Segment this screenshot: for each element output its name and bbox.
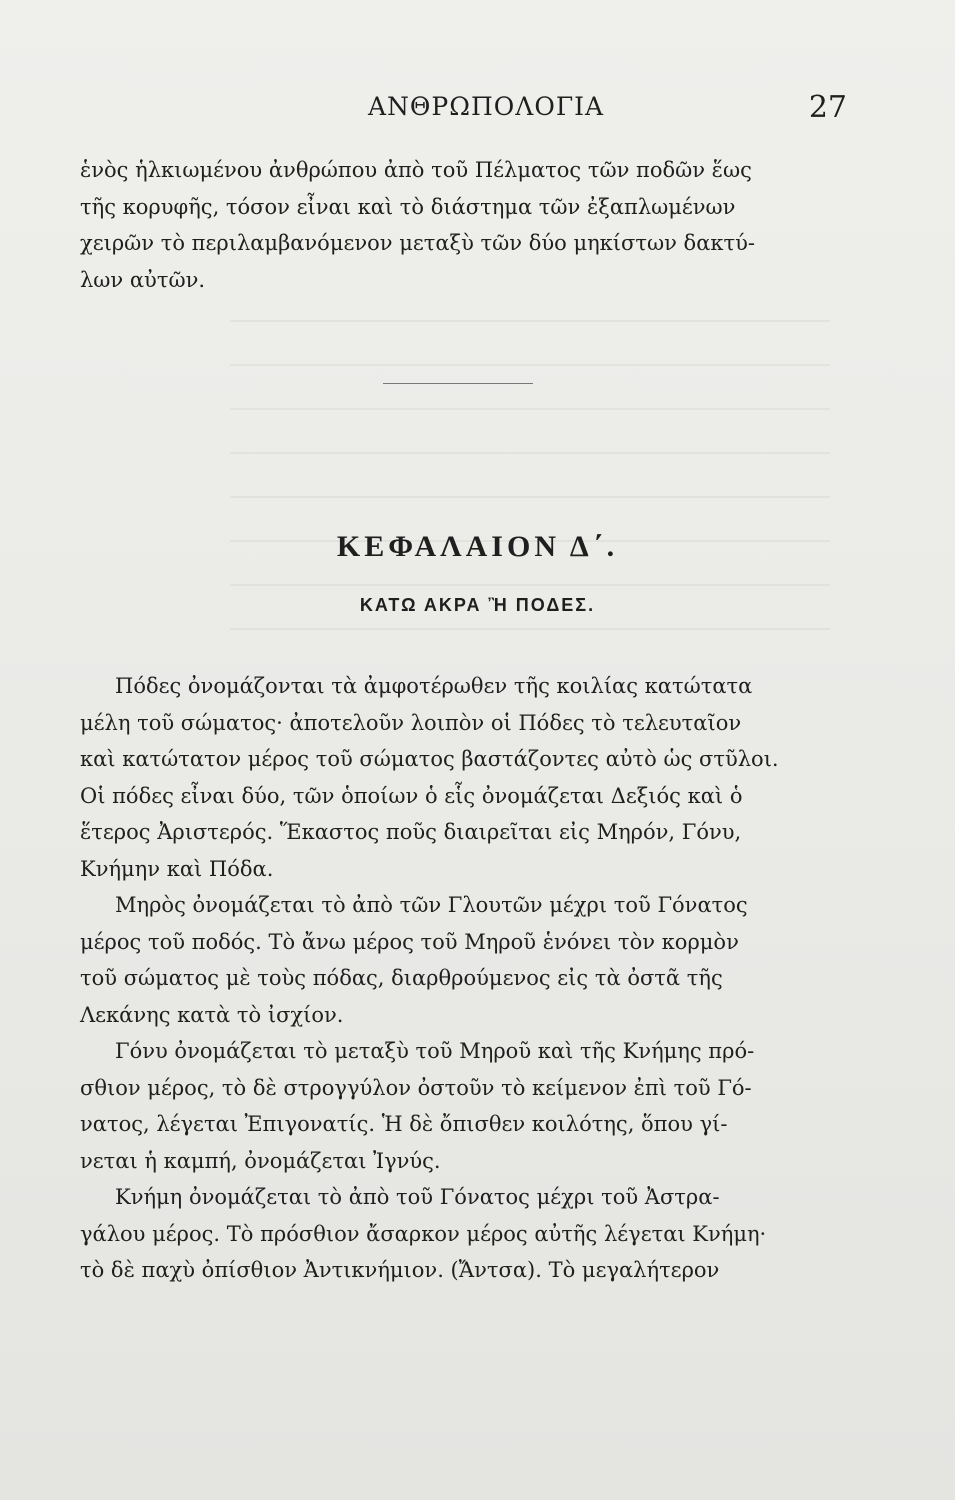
text-line: Γόνυ ὀνομάζεται τὸ μεταξὺ τοῦ Μηροῦ καὶ τῆς Κνήμης πρό- bbox=[115, 1039, 755, 1063]
text-line: νεται ἡ καμπή, ὀνομάζεται Ἰγνύς. bbox=[80, 1148, 441, 1173]
text-line: τὸ δὲ παχὺ ὀπίσθιον Ἀντικνήμιον. (Ἄντσα). Τὸ μεγαλήτερον bbox=[80, 1258, 720, 1282]
running-head bbox=[0, 92, 955, 132]
text-line: Κνήμην καὶ Πόδα. bbox=[80, 856, 274, 881]
paragraph-miros bbox=[80, 887, 850, 1033]
text-line: νατος, λέγεται Ἐπιγονατίς. Ἡ δὲ ὄπισθεν κοιλότης, ὅπου γί- bbox=[80, 1112, 728, 1136]
text-line: γάλου μέρος. Τὸ πρόσθιον ἄσαρκον μέρος αὐτῆς λέγεται Κνήμη· bbox=[80, 1221, 767, 1246]
text-line: μέλη τοῦ σώματος· ἀποτελοῦν λοιπὸν οἱ Πόδες τὸ τελευταῖον bbox=[80, 710, 742, 735]
text-line: ἕτερος Ἀριστερός. Ἕκαστος ποῦς διαιρεῖται εἰς Μηρόν, Γόνυ, bbox=[80, 820, 742, 844]
text-line: Πόδες ὀνομάζονται τὰ ἀμφοτέρωθεν τῆς κοιλίας κατώτατα bbox=[115, 674, 753, 698]
text-line: τῆς κορυφῆς, τόσον εἶναι καὶ τὸ διάστημα τῶν ἐξαπλωμένων bbox=[80, 194, 736, 219]
text-line: τοῦ σώματος μὲ τοὺς πόδας, διαρθρούμενος εἰς τὰ ὀστᾶ τῆς bbox=[80, 966, 723, 990]
text-line: σθιον μέρος, τὸ δὲ στρογγύλον ὀστοῦν τὸ κείμενον ἐπὶ τοῦ Γό- bbox=[80, 1075, 752, 1100]
text-line: χειρῶν τὸ περιλαμβανόμενον μεταξὺ τῶν δύο μηκίστων δακτύ- bbox=[80, 231, 755, 255]
text-line: ἑνὸς ἡλκιωμένου ἀνθρώπου ἀπὸ τοῦ Πέλματος τῶν ποδῶν ἕως bbox=[80, 158, 752, 182]
text-line: Οἱ πόδες εἶναι δύο, τῶν ὁποίων ὁ εἷς ὀνομάζεται Δεξιός καὶ ὁ bbox=[80, 783, 743, 808]
continued-paragraph bbox=[80, 152, 850, 298]
chapter-heading: ΚΕΦΑΛΑΙΟΝ Δ΄. bbox=[336, 530, 619, 563]
chapter-body bbox=[80, 668, 850, 1289]
page-number: 27 bbox=[808, 90, 847, 125]
text-line: λων αὐτῶν. bbox=[80, 267, 206, 292]
section-divider bbox=[383, 383, 533, 386]
show-through-text bbox=[230, 300, 830, 630]
text-line: μέρος τοῦ ποδός. Τὸ ἄνω μέρος τοῦ Μηροῦ ἑνόνει τὸν κορμὸν bbox=[80, 929, 739, 954]
chapter-subheading: ΚΑΤΩ ΑΚΡΑ Ἢ ΠΟΔΕΣ. bbox=[359, 595, 596, 615]
paragraph-podes bbox=[80, 668, 850, 887]
paragraph-gony bbox=[80, 1033, 850, 1179]
text-line: Μηρὸς ὀνομάζεται τὸ ἀπὸ τῶν Γλουτῶν μέχρι τοῦ Γόνατος bbox=[115, 893, 748, 917]
text-line: Κνήμη ὀνομάζεται τὸ ἀπὸ τοῦ Γόνατος μέχρι τοῦ Ἀστρα- bbox=[115, 1185, 720, 1209]
text-line: καὶ κατώτατον μέρος τοῦ σώματος βαστάζοντες αὐτὸ ὡς στῦλοι. bbox=[80, 747, 779, 771]
text-line: Λεκάνης κατὰ τὸ ἰσχίον. bbox=[80, 1002, 344, 1027]
paragraph-knimi bbox=[80, 1179, 850, 1289]
running-title: ΑΝΘΡΩΠΟΛΟΓΙΑ bbox=[368, 92, 605, 121]
